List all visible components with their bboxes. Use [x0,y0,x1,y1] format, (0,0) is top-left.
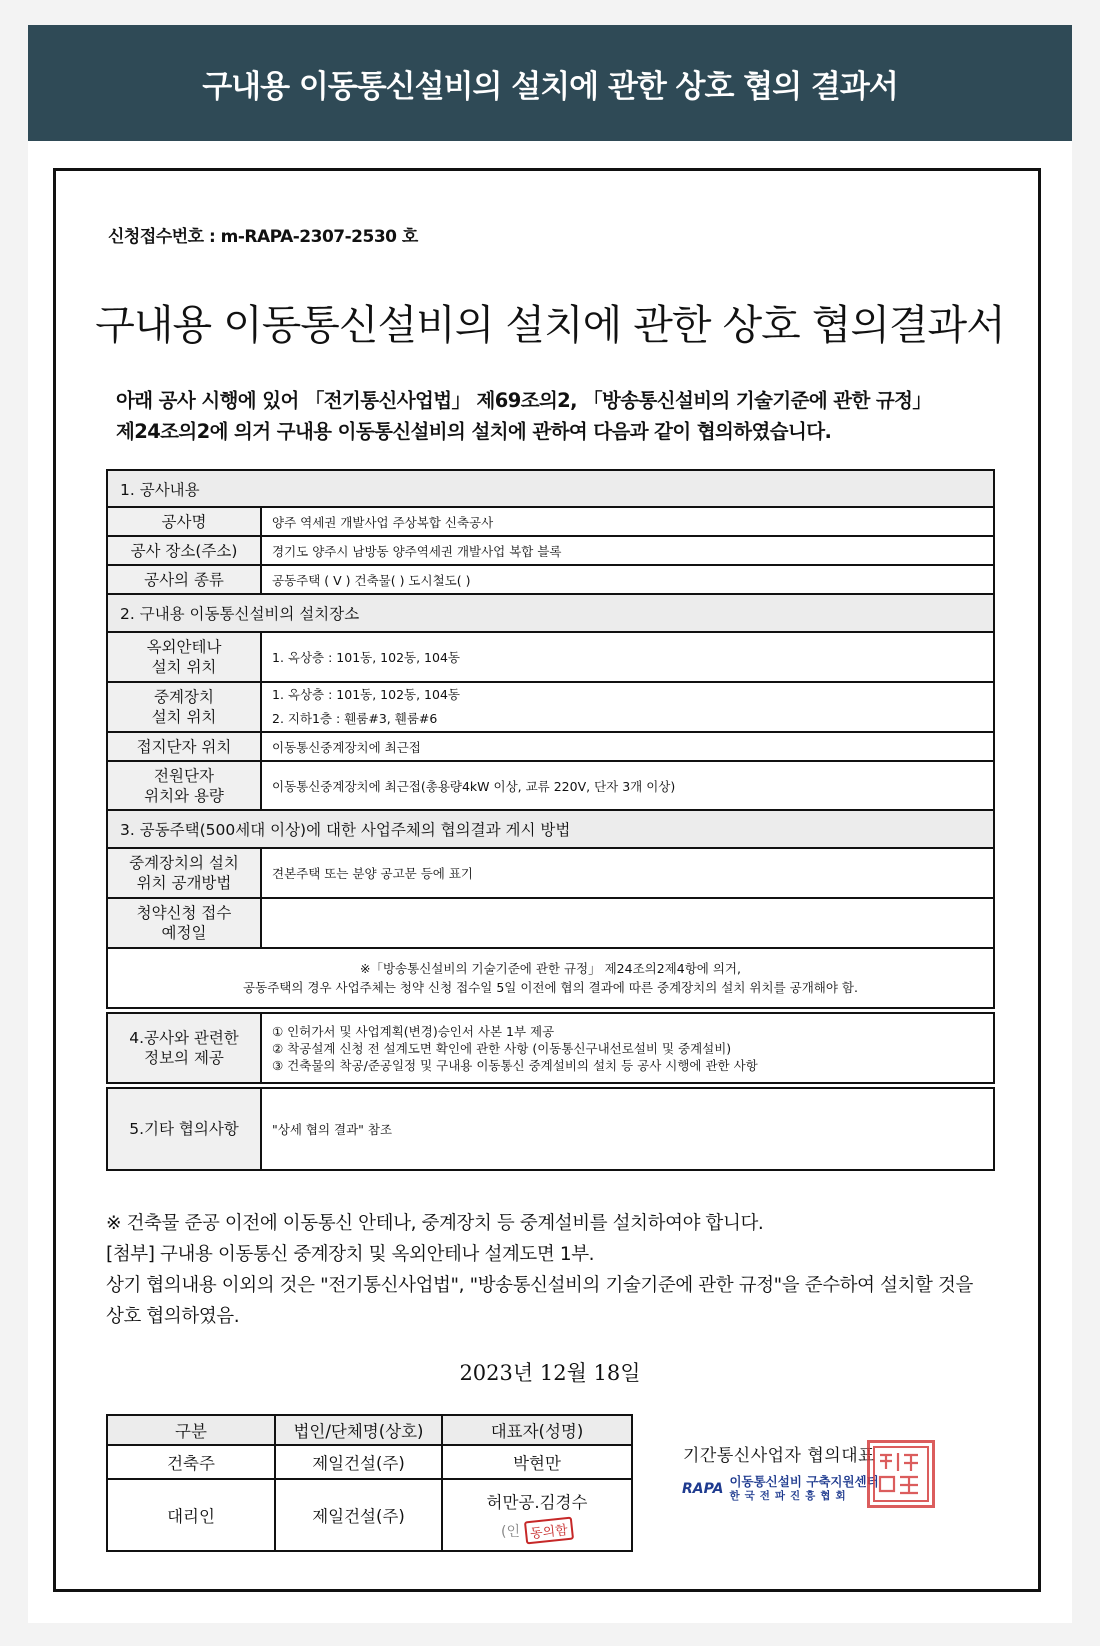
repeater-location-line: 1. 옥상층 : 101동, 102동, 104동 [272,687,460,702]
other-consultation-label: 5.기타 협의사항 [107,1088,261,1170]
label-line: 옥외안테나 [146,638,222,656]
carrier-representative-label: 기간통신사업자 협의대표 [683,1446,876,1466]
builder-role: 건축주 [107,1445,275,1479]
construction-address-value: 경기도 양주시 남방동 양주역세권 개발사업 복합 블록 [261,536,994,565]
rapa-association-name: 한국전파진흥협회 [729,1490,851,1502]
label-line: 위치와 용량 [144,786,224,805]
power-terminal-value: 이동통신중계장치에 최근접(총용량4kW 이상, 교류 220V, 단자 3개 이상) [261,761,994,810]
builder-company: 제일건설(주) [275,1445,442,1479]
repeater-location-value [261,682,994,732]
label-line: 예정일 [161,924,207,942]
signature-table [106,1414,633,1552]
agent-role: 대리인 [107,1479,275,1551]
seal-pattern-icon [870,1443,932,1505]
ground-terminal-label: 접지단자 위치 [107,732,261,761]
intro-paragraph [116,385,996,447]
footer-line: [첨부] 구내용 이동통신 중계장치 및 옥외안테나 설계도면 1부. [106,1244,595,1265]
note-line: ※「방송통신설비의 기술기준에 관한 규정」 제24조의2제4항에 의거, [360,961,741,976]
intro-line: 아래 공사 시행에 있어 「전기통신사업법」 제69조의2, 「방송통신설비의 기술기준에 관한 규정」 [116,389,932,412]
footer-line: ※ 건축물 준공 이전에 이동통신 안테나, 중계장치 등 중계설비를 설치하여야 합니다. [106,1213,764,1234]
footer-notes [106,1208,1006,1332]
signature-header: 대표자(성명) [442,1415,632,1445]
repeater-location-line: 2. 지하1층 : 휀룸#3, 휀룸#6 [272,711,438,726]
info-item: ② 착공설계 신청 전 설계도면 확인에 관한 사항 (이동통신구내선로설비 및 중계설비) [272,1040,732,1056]
information-provision-label [107,1013,261,1083]
section-2-title: 2. 구내용 이동통신설비의 설치장소 [107,594,994,632]
label-line: 전원단자 [154,766,214,785]
agent-company: 제일건설(주) [275,1479,442,1551]
seal-prefix: (인 [501,1523,521,1540]
info-item: ① 인허가서 및 사업계획(변경)승인서 사본 1부 제공 [272,1023,555,1039]
document-date: 2023년 12월 18일 [459,1361,641,1385]
rapa-center-name: 이동통신설비 구축지원센터 [729,1474,879,1489]
receipt-number: 신청접수번호 : m-RAPA-2307-2530 호 [108,227,418,247]
disclosure-method-label [107,848,261,898]
section-3-title: 3. 공동주택(500세대 이상)에 대한 사업주체의 협의결과 게시 방법 [107,810,994,848]
disclosure-note [107,948,994,1008]
subscription-date-value [261,898,994,948]
antenna-location-value: 1. 옥상층 : 101동, 102동, 104동 [261,632,994,682]
disclosure-method-value: 견본주택 또는 분양 공고문 등에 표기 [261,848,994,898]
agent-representative-name: 허만공.김경수 [486,1492,588,1512]
label-line: 설치 위치 [151,708,217,726]
label-line: 위치 공개방법 [136,874,232,892]
information-provision-value [261,1013,994,1083]
label-line: 중계장치의 설치 [129,854,239,872]
agent-representative [442,1479,632,1551]
repeater-location-label [107,682,261,732]
intro-line: 제24조의2에 의거 구내용 이동통신설비의 설치에 관하여 다음과 같이 협의하였습니다. [116,420,832,443]
consultation-table [106,469,995,1171]
section-1-title: 1. 공사내용 [107,470,994,507]
info-item: ③ 건축물의 착공/준공일정 및 구내용 이동통신 중계설비의 설치 등 공사 시행에 관한 사항 [272,1057,758,1073]
rapa-mark: RAPA [682,1481,724,1497]
banner-title: 구내용 이동통신설비의 설치에 관한 상호 협의 결과서 [28,25,1072,141]
agent-seal [444,1519,630,1542]
signature-header: 법인/단체명(상호) [275,1415,442,1445]
consent-stamp: 동의함 [524,1516,574,1544]
rapa-logo [682,1475,879,1503]
label-line: 4.공사와 관련한 [129,1029,239,1047]
construction-type-value: 공동주택 ( V ) 건축물( ) 도시철도( ) [261,565,994,594]
label-line: 청약신청 접수 [136,904,232,922]
label-line: 중계장치 [154,688,214,706]
construction-name-value: 양주 역세권 개발사업 주상복합 신축공사 [261,507,994,536]
footer-line: 상호 협의하였음. [106,1306,240,1327]
other-consultation-value: "상세 협의 결과" 참조 [261,1088,994,1170]
note-line: 공동주택의 경우 사업주체는 청약 신청 접수일 5일 이전에 협의 결과에 따른 중계장치의 설치 위치를 공개해야 함. [243,980,858,995]
official-seal [867,1440,935,1508]
construction-address-label: 공사 장소(주소) [107,536,261,565]
subscription-date-label [107,898,261,948]
label-line: 정보의 제공 [144,1049,224,1067]
power-terminal-label [107,761,261,810]
construction-name-label: 공사명 [107,507,261,536]
construction-type-label: 공사의 종류 [107,565,261,594]
ground-terminal-value: 이동통신중계장치에 최근접 [261,732,994,761]
builder-representative: 박현만 [442,1445,632,1479]
antenna-location-label [107,632,261,682]
rapa-text [729,1475,878,1503]
signature-header: 구분 [107,1415,275,1445]
label-line: 설치 위치 [151,658,217,676]
document-title: 구내용 이동통신설비의 설치에 관한 상호 협의결과서 [95,301,1005,349]
footer-line: 상기 협의내용 이외의 것은 "전기통신사업법", "방송통신설비의 기술기준에 관한 규정"을 준수하여 설치할 것을 [106,1275,973,1296]
